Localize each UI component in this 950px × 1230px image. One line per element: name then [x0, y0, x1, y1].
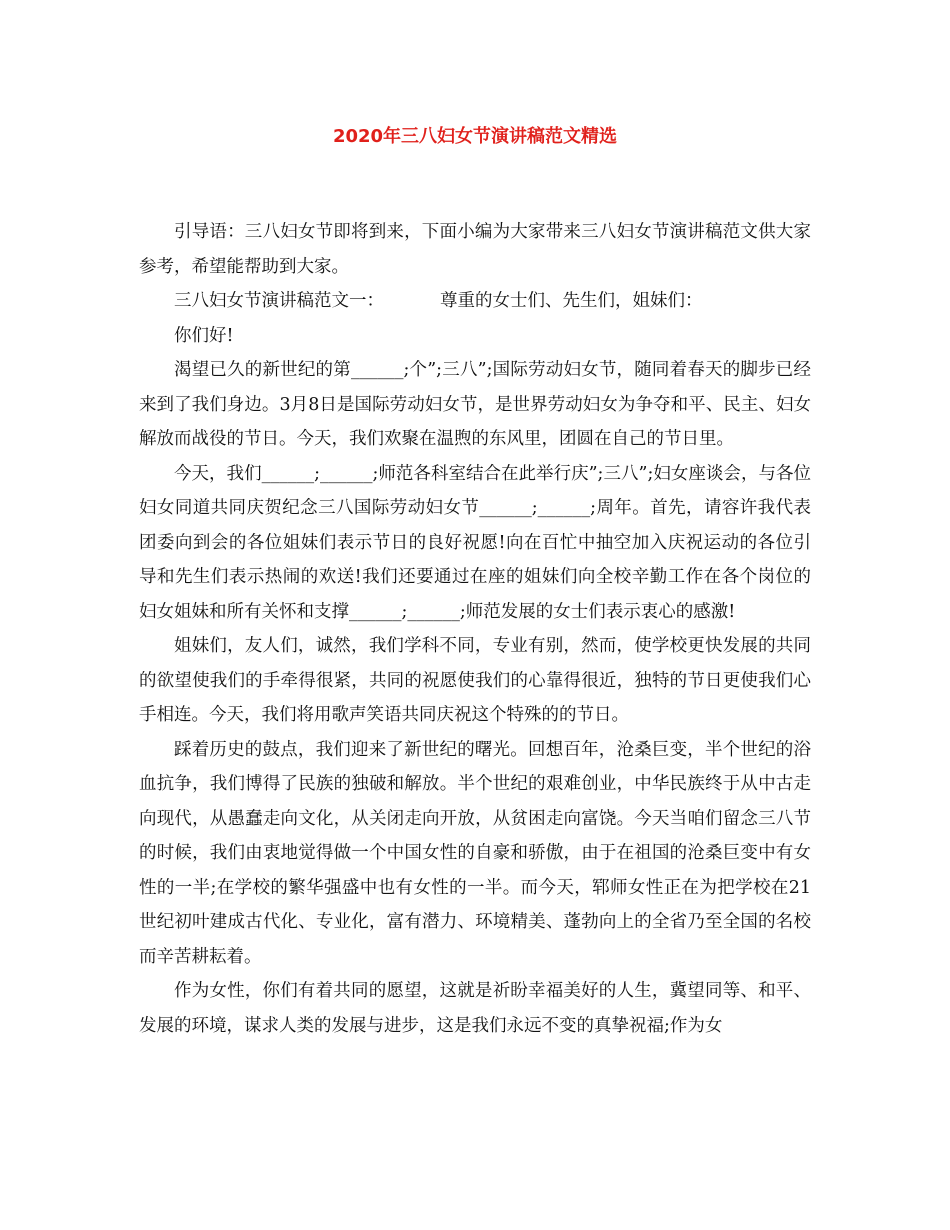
document-title: 2020年三八妇女节演讲稿范文精选 — [332, 126, 618, 147]
body-paragraph-1: 渴望已久的新世纪的第______;个”;三八”;国际劳动妇女节，随同着春天的脚步已经来到了我们身边。3月8日是国际劳动妇女节，是世界劳动妇女为争夺和平、民主、妇女解放而战役的节日。今天，我们欢聚在温煦的东风里，团圆在自己的节日里。 — [139, 360, 811, 449]
body-paragraph-2: 今天，我们______;______;师范各科室结合在此举行庆”;三八”;妇女座谈会，与各位妇女同道共同庆贺纪念三八国际劳动妇女节______;______;周年。首先，请容许我代表团委向到会的各位姐妹们表示节日的良好祝愿!向在百忙中抽空加入庆祝运动的各位引导和先生们表示热闹的欢送!我们还要通过在座的姐妹们向全校辛勤工作在各个岗位的妇女姐妹和所有关怀和支撑______;______;师范发展的女士们表示衷心的感激! — [139, 463, 811, 622]
intro-paragraph: 引导语：三八妇女节即将到来，下面小编为大家带来三八妇女节演讲稿范文供大家参考，希望能帮助到大家。 — [139, 222, 811, 277]
sample-heading: 三八妇女节演讲稿范文一： — [174, 291, 384, 311]
body-paragraph-4: 踩着历史的鼓点，我们迎来了新世纪的曙光。回想百年，沧桑巨变，半个世纪的浴血抗争，我们博得了民族的独破和解放。半个世纪的艰难创业，中华民族终于从中古走向现代，从愚蠢走向文化，从关闭走向开放，从贫困走向富饶。今天当咱们留念三八节的时候，我们由衷地觉得做一个中国女性的自豪和骄傲，由于在祖国的沧桑巨变中有女性的一半;在学校的繁华强盛中也有女性的一半。而今天，郓师女性正在为把学校在21世纪初叶建成古代化、专业化，富有潜力、环境精美、蓬勃向上的全省乃至全国的名校而辛苦耕耘着。 — [139, 739, 811, 967]
body-paragraph-3: 姐妹们，友人们，诚然，我们学科不同，专业有别，然而，使学校更快发展的共同的欲望使我们的手牵得很紧，共同的祝愿使我们的心靠得很近，独特的节日更使我们心手相连。今天，我们将用歌声笑语共同庆祝这个特殊的的节日。 — [139, 636, 811, 725]
sample-heading-line — [139, 284, 811, 319]
salutation: 尊重的女士们、先生们，姐妹们： — [440, 291, 703, 311]
greeting: 你们好! — [174, 325, 234, 346]
document-body — [139, 215, 811, 1043]
body-paragraph-5: 作为女性，你们有着共同的愿望，这就是祈盼幸福美好的人生，冀望同等、和平、发展的环境，谋求人类的发展与进步，这是我们永远不变的真挚祝福;作为女 — [139, 981, 811, 1036]
